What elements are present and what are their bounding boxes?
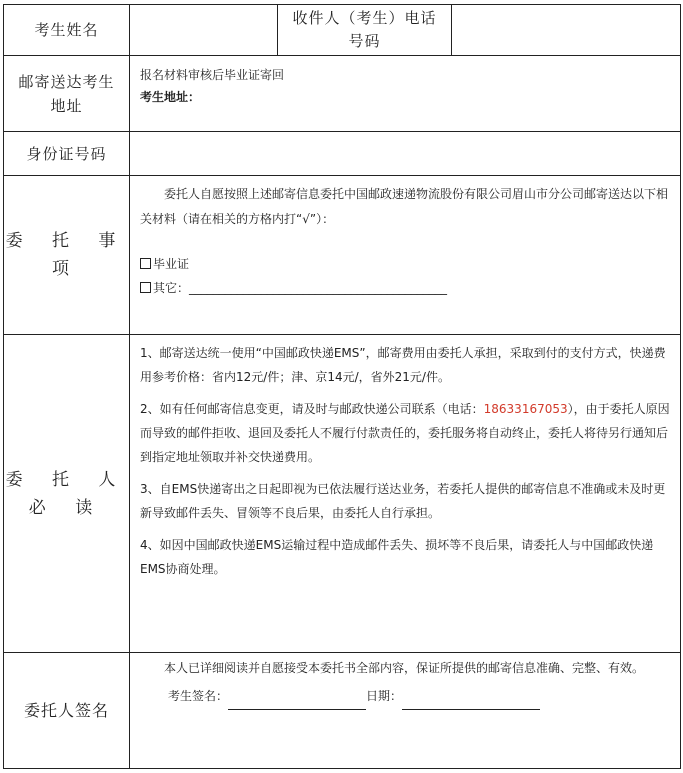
option-other[interactable] <box>140 276 670 300</box>
address-label-line2: 地址 <box>50 96 83 115</box>
signature-label-text: 委托人签名 <box>23 700 109 720</box>
sign-name-label: 考生签名： <box>168 689 229 703</box>
address-label <box>4 56 130 132</box>
option-diploma-label: 毕业证 <box>153 257 190 271</box>
entrust-label <box>4 176 130 335</box>
notice-item-1: 1、邮寄送达统一使用“中国邮政快递EMS”，邮寄费用由委托人承担，采取到付的支付方式，快递费用参考价格：省内12元/件；津、京14元/，省外21元/件。 <box>140 346 666 384</box>
mail-delivery-form <box>3 4 681 769</box>
name-label <box>4 5 130 56</box>
signature-statement: 本人已详细阅读并自愿接受本委托书全部内容，保证所提供的邮寄信息准确、完整、有效。 <box>164 661 645 675</box>
notice-item-2-pre: 2、如有任何邮寄信息变更，请及时与邮政快递公司联系（电话： <box>140 402 484 416</box>
entrust-intro: 委托人自愿按照上述邮寄信息委托中国邮政速递物流股份有限公司眉山市分公司邮寄送达以下相关材料（请在相关的方格内打“√”）： <box>140 187 669 226</box>
notice-label-line2: 必 读 <box>28 497 105 518</box>
name-label-text: 考生姓名 <box>34 21 99 39</box>
notice-item-4: 4、如因中国邮政快递EMS运输过程中造成邮件丢失、损坏等不良后果，请委托人与中国邮政快递EMS协商处理。 <box>140 538 654 576</box>
entrust-content <box>130 176 681 335</box>
phone-field[interactable] <box>452 5 681 56</box>
entrust-label-line1: 委 托 事 <box>5 231 128 251</box>
option-diploma[interactable] <box>140 252 670 276</box>
phone-label <box>278 5 452 56</box>
id-number-label-text: 身份证号码 <box>26 144 107 163</box>
sign-date-field[interactable] <box>402 695 540 710</box>
name-field[interactable] <box>130 5 278 56</box>
notice-phone-number: 18633167053 <box>483 402 568 416</box>
checkbox-diploma[interactable] <box>140 258 151 269</box>
phone-label-line1: 收件人（考生）电话 <box>292 9 437 27</box>
notice-item-2 <box>140 397 670 469</box>
address-label-inline: 考生地址： <box>140 90 201 104</box>
checkbox-other[interactable] <box>140 282 151 293</box>
sign-date-label: 日期： <box>366 689 403 703</box>
id-number-label <box>4 132 130 176</box>
notice-label-line1: 委 托 人 <box>5 469 128 490</box>
notice-item-3: 3、自EMS快递寄出之日起即视为已依法履行送达业务，若委托人提供的邮寄信息不准确或未及时更新导致邮件丢失、冒领等不良后果，由委托人自行承担。 <box>140 482 666 520</box>
option-other-fill[interactable]: ___________________________________________ <box>189 281 448 295</box>
notice-content <box>130 335 681 653</box>
notice-item-2-post: ），由于委托人原因而导致的邮件拒收、退回及委托人不履行付款责任的，委托服务将自动终止，委托人将待另行通知后到指定地址领取并补交快递费用。 <box>140 402 670 464</box>
address-label-line1: 邮寄送达考生 <box>18 72 115 91</box>
option-other-label: 其它： <box>153 281 190 295</box>
phone-label-line2: 号码 <box>348 32 381 50</box>
entrust-label-line2: 项 <box>52 259 81 279</box>
id-number-field[interactable] <box>130 132 681 176</box>
address-field[interactable] <box>130 56 681 132</box>
signature-line <box>140 682 670 710</box>
signature-content <box>130 653 681 769</box>
signature-label <box>4 653 130 769</box>
notice-label <box>4 335 130 653</box>
sign-name-field[interactable] <box>228 695 366 710</box>
address-note: 报名材料审核后毕业证寄回 <box>140 68 285 82</box>
